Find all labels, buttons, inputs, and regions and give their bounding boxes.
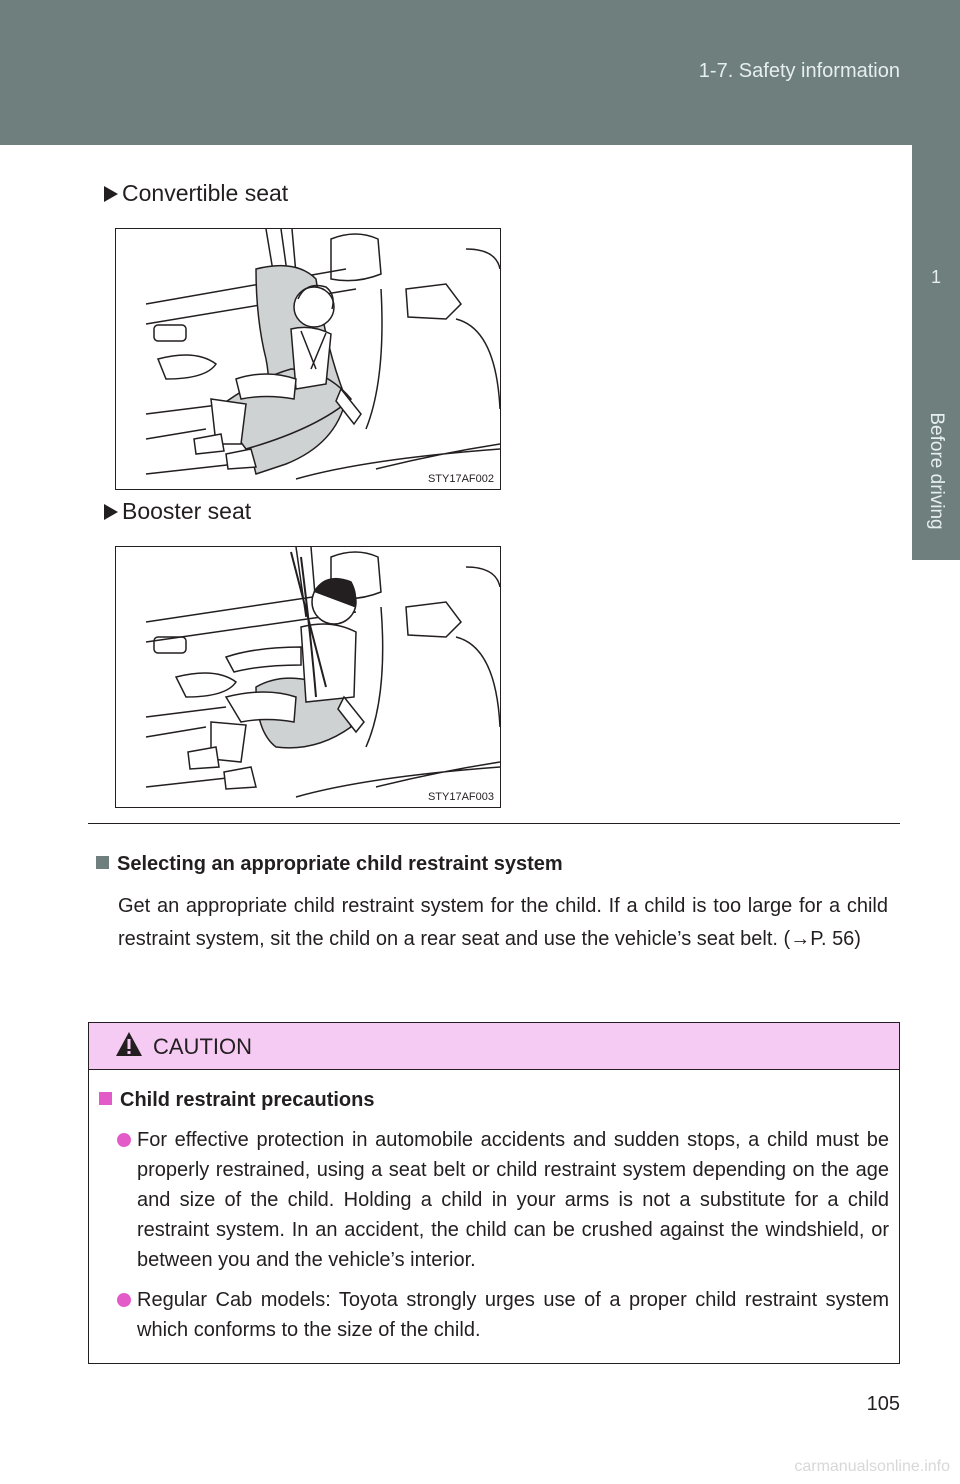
caution-header (89, 1023, 899, 1070)
chapter-label: Before driving (926, 412, 947, 530)
convertible-seat-drawing (116, 229, 500, 489)
circle-bullet-icon (117, 1133, 131, 1147)
section-title: 1-7. Safety information (698, 60, 900, 82)
convertible-seat-illustration (115, 228, 501, 490)
chapter-number: 1 (930, 267, 941, 287)
circle-bullet-icon (117, 1293, 131, 1307)
figure-code: STY17AF003 (427, 791, 494, 803)
caution-box (88, 1022, 900, 1364)
convertible-seat-label: Convertible seat (104, 180, 288, 207)
section-heading: Selecting an appropriate child restraint system (96, 853, 563, 876)
chapter-tab-number (912, 145, 960, 383)
page-number: 105 (866, 1393, 900, 1415)
caution-bullet: For effective protection in automobile accidents and sudden stops, a child must be properly restrained, using a seat belt or child restraint system depending on the age and size of the child. Holding a child in your arms is not a substitute for a child restraint system. In an accident, the child can be crushed against the windshield, or between you and the vehicle’s interior. (117, 1125, 889, 1275)
section-divider (88, 823, 900, 824)
booster-seat-illustration (115, 546, 501, 808)
page-header (0, 0, 960, 145)
square-bullet-icon (99, 1092, 112, 1105)
figure-code: STY17AF002 (427, 473, 494, 485)
booster-seat-label: Booster seat (104, 498, 251, 525)
chapter-tab-label (912, 383, 960, 560)
triangle-bullet-icon (104, 186, 118, 202)
caution-title: CAUTION (153, 1034, 252, 1059)
caution-bullet: Regular Cab models: Toyota strongly urges use of a proper child restraint system which conforms to the size of the child. (117, 1285, 889, 1345)
square-bullet-icon (96, 856, 109, 869)
booster-seat-drawing (116, 547, 500, 807)
triangle-bullet-icon (104, 504, 118, 520)
watermark: carmanualsonline.info (794, 1458, 950, 1475)
section-body: Get an appropriate child restraint system for the child. If a child is too large for a child restraint system, sit the child on a rear seat and use the vehicle’s seat belt. (→P. 56) (118, 895, 888, 950)
warning-triangle-icon (115, 1031, 143, 1057)
caution-heading: Child restraint precautions (99, 1089, 375, 1112)
